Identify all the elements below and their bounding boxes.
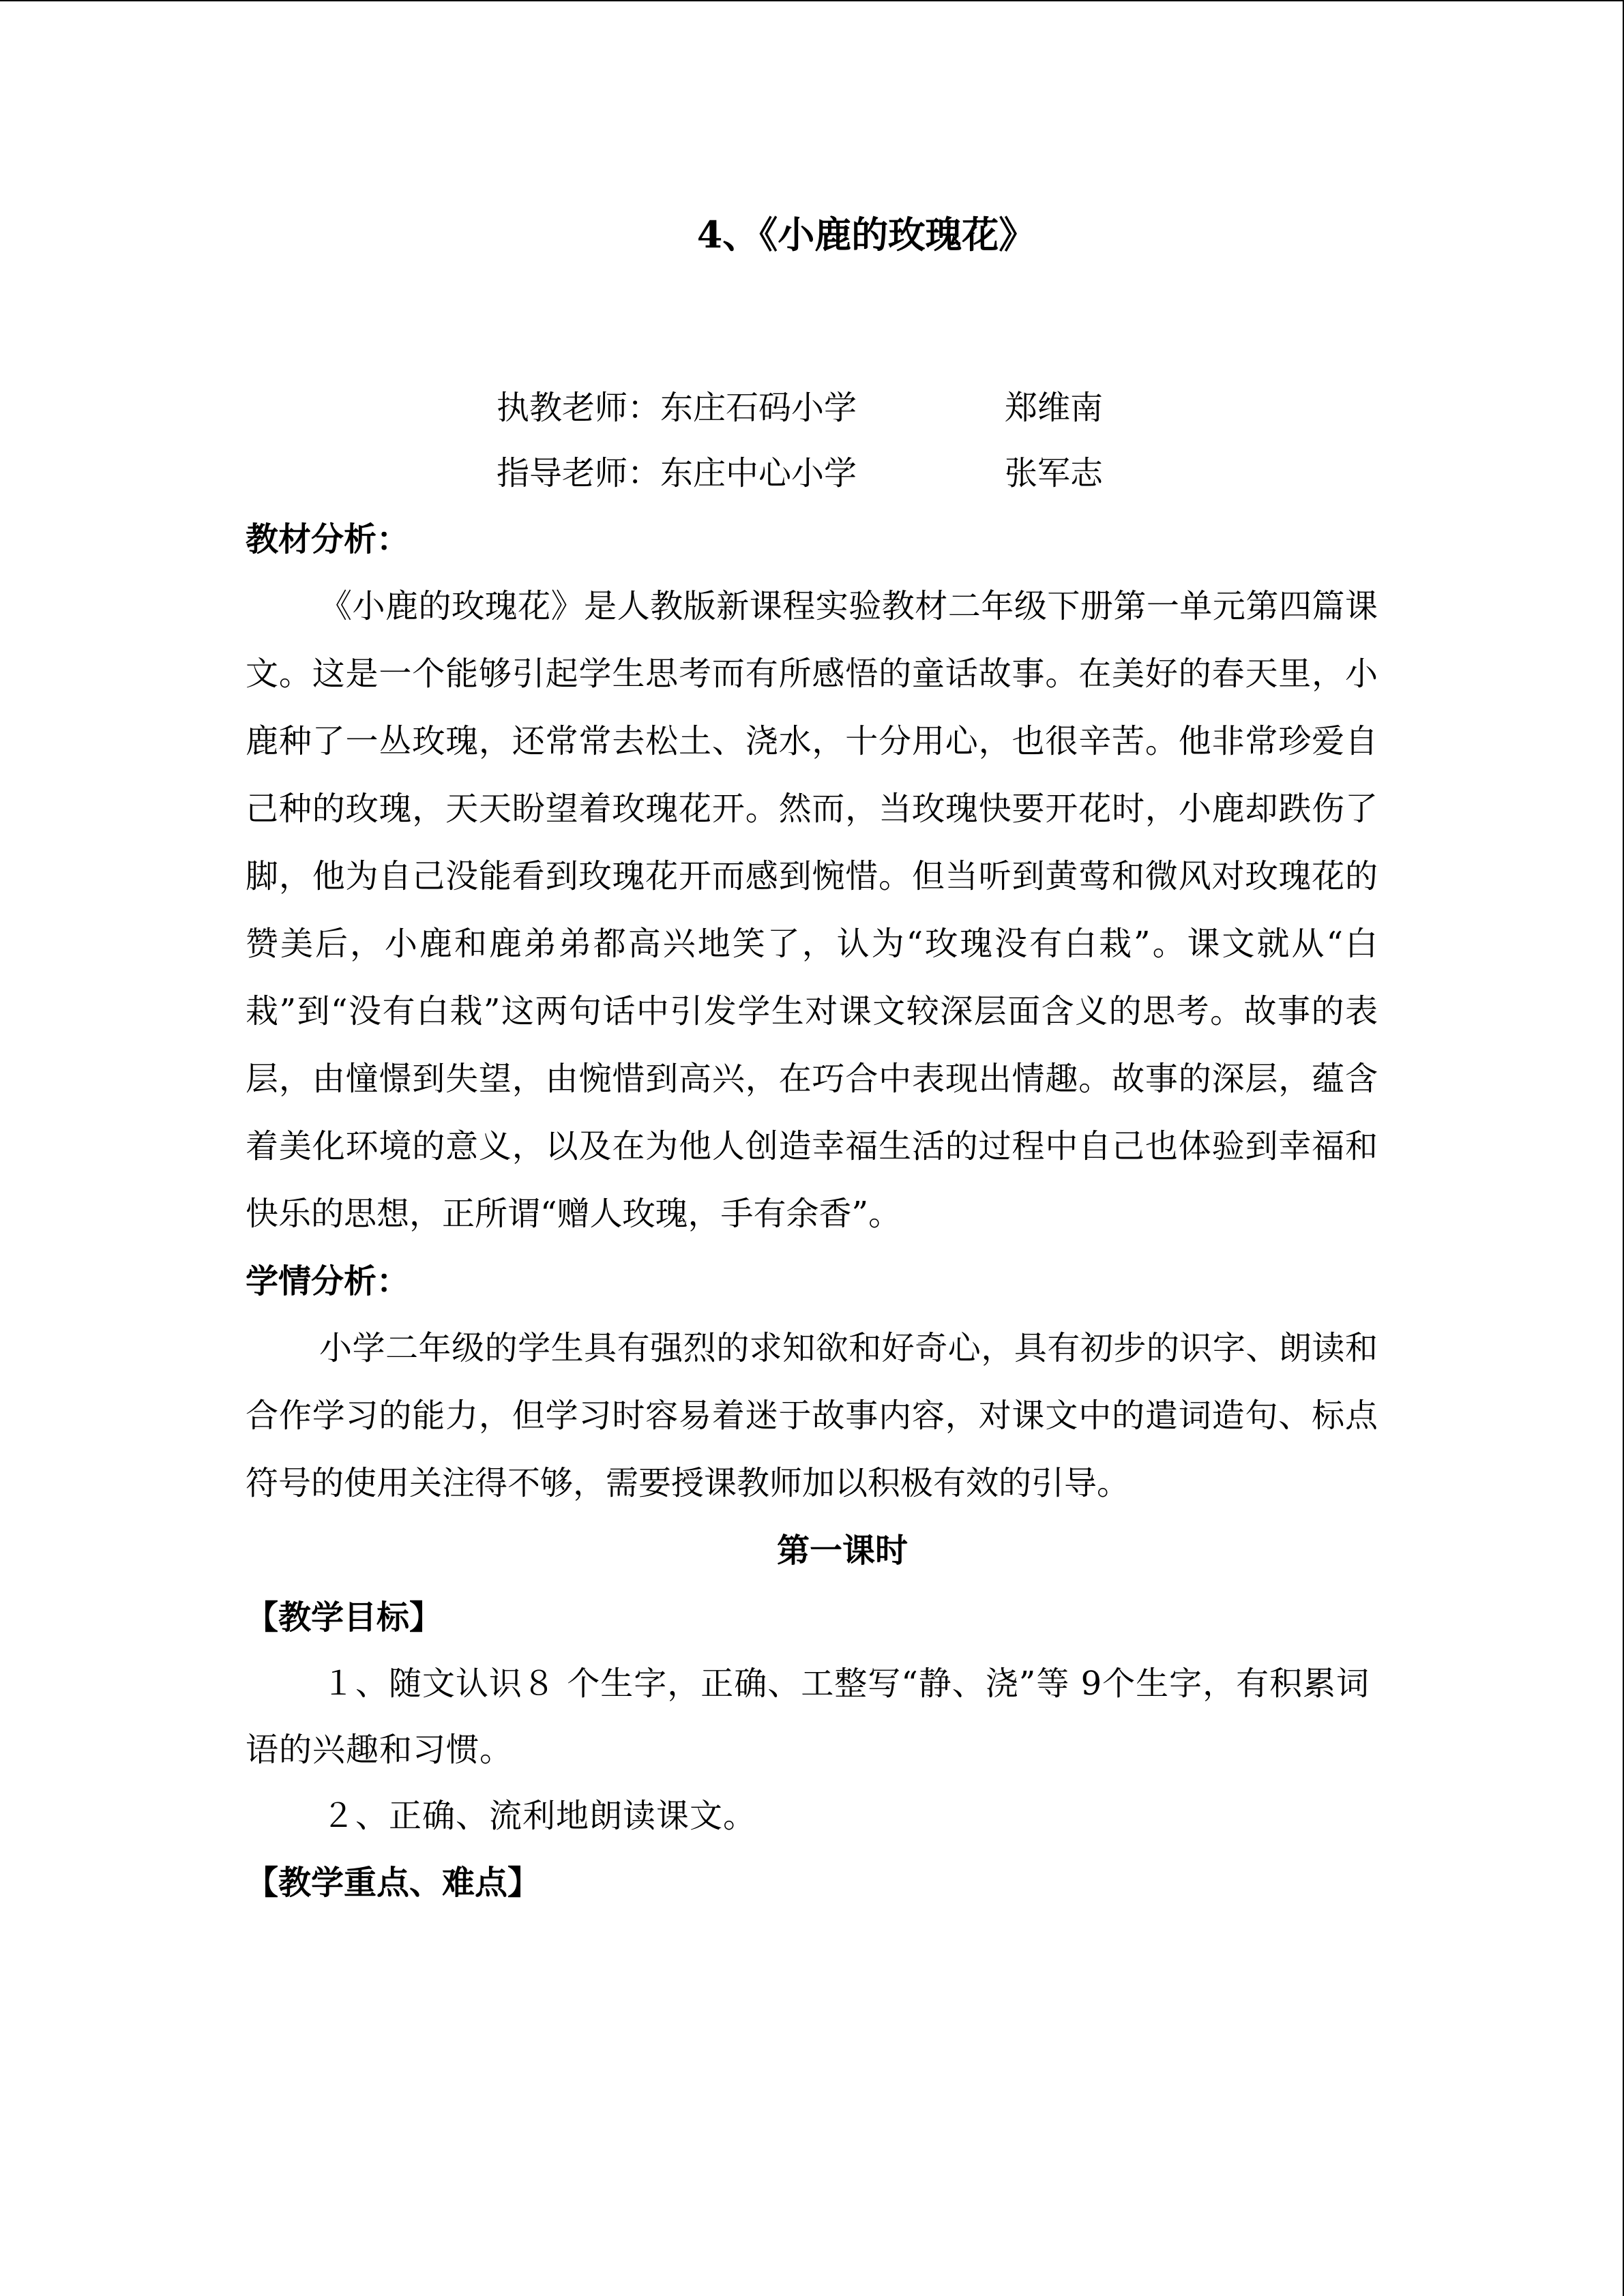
page-border-top	[0, 0, 1624, 1]
material-analysis-text: 《小鹿的玫瑰花》是人教版新课程实验教材二年级下册第一单元第四篇课文。这是一个能够引起学生思考而有所感悟的童话故事。在美好的春天里，小鹿种了一丛玫瑰，还常常去松土、浇水，十分用心，也很辛苦。他非常珍爱自己种的玫瑰，天天盼望着玫瑰花开。然而，当玫瑰快要开花时，小鹿却跌伤了脚，他为自己没能看到玫瑰花开而感到惋惜。但当听到黄莺和微风对玫瑰花的赞美后，小鹿和鹿弟弟都高兴地笑了，认为“玫瑰没有白栽”。课文就从“白栽”到“没有白栽”这两句话中引发学生对课文较深层面含义的思考。故事的表层，由憧憬到失望，由惋惜到高兴，在巧合中表现出情趣。故事的深层，蕴含着美化环境的意义，以及在为他人创造幸福生活的过程中自己也体验到幸福和快乐的思想，正所谓“赠人玫瑰，手有余香”。	[246, 587, 1378, 1233]
student-analysis-heading: 学情分析：	[246, 1262, 410, 1300]
teacher-row	[246, 375, 1378, 441]
document-title: 4、《小鹿的玫瑰花》	[696, 213, 1036, 256]
teaching-goal-item: ２、正确、流利地朗读课文。	[322, 1797, 757, 1835]
advisor-label: 指导老师：	[497, 454, 661, 492]
teacher-label: 执教老师：	[497, 389, 661, 427]
key-points-heading: 【教学重点、难点】	[246, 1864, 541, 1902]
student-analysis-text: 小学二年级的学生具有强烈的求知欲和好奇心，具有初步的识字、朗读和合作学习的能力，但学习时容易着迷于故事内容，对课文中的遣词造句、标点符号的使用关注得不够，需要授课教师加以积极有效的引导。	[246, 1329, 1378, 1502]
lesson-heading: 第一课时	[776, 1532, 908, 1570]
material-analysis-heading: 教材分析：	[246, 520, 410, 558]
document-page	[246, 198, 1378, 1916]
advisor-row	[246, 441, 1378, 506]
teacher-school: 东庄石码小学	[660, 389, 857, 427]
teaching-goals-heading: 【教学目标】	[246, 1598, 443, 1637]
advisor-name: 张军志	[1005, 454, 1104, 492]
teaching-goal-item: １、随文认识８ 个生字，正确、工整写“静、浇”等 9个生字，有积累词语的兴趣和习惯。	[246, 1665, 1370, 1769]
advisor-school: 东庄中心小学	[660, 454, 857, 492]
teacher-name: 郑维南	[1005, 389, 1104, 427]
